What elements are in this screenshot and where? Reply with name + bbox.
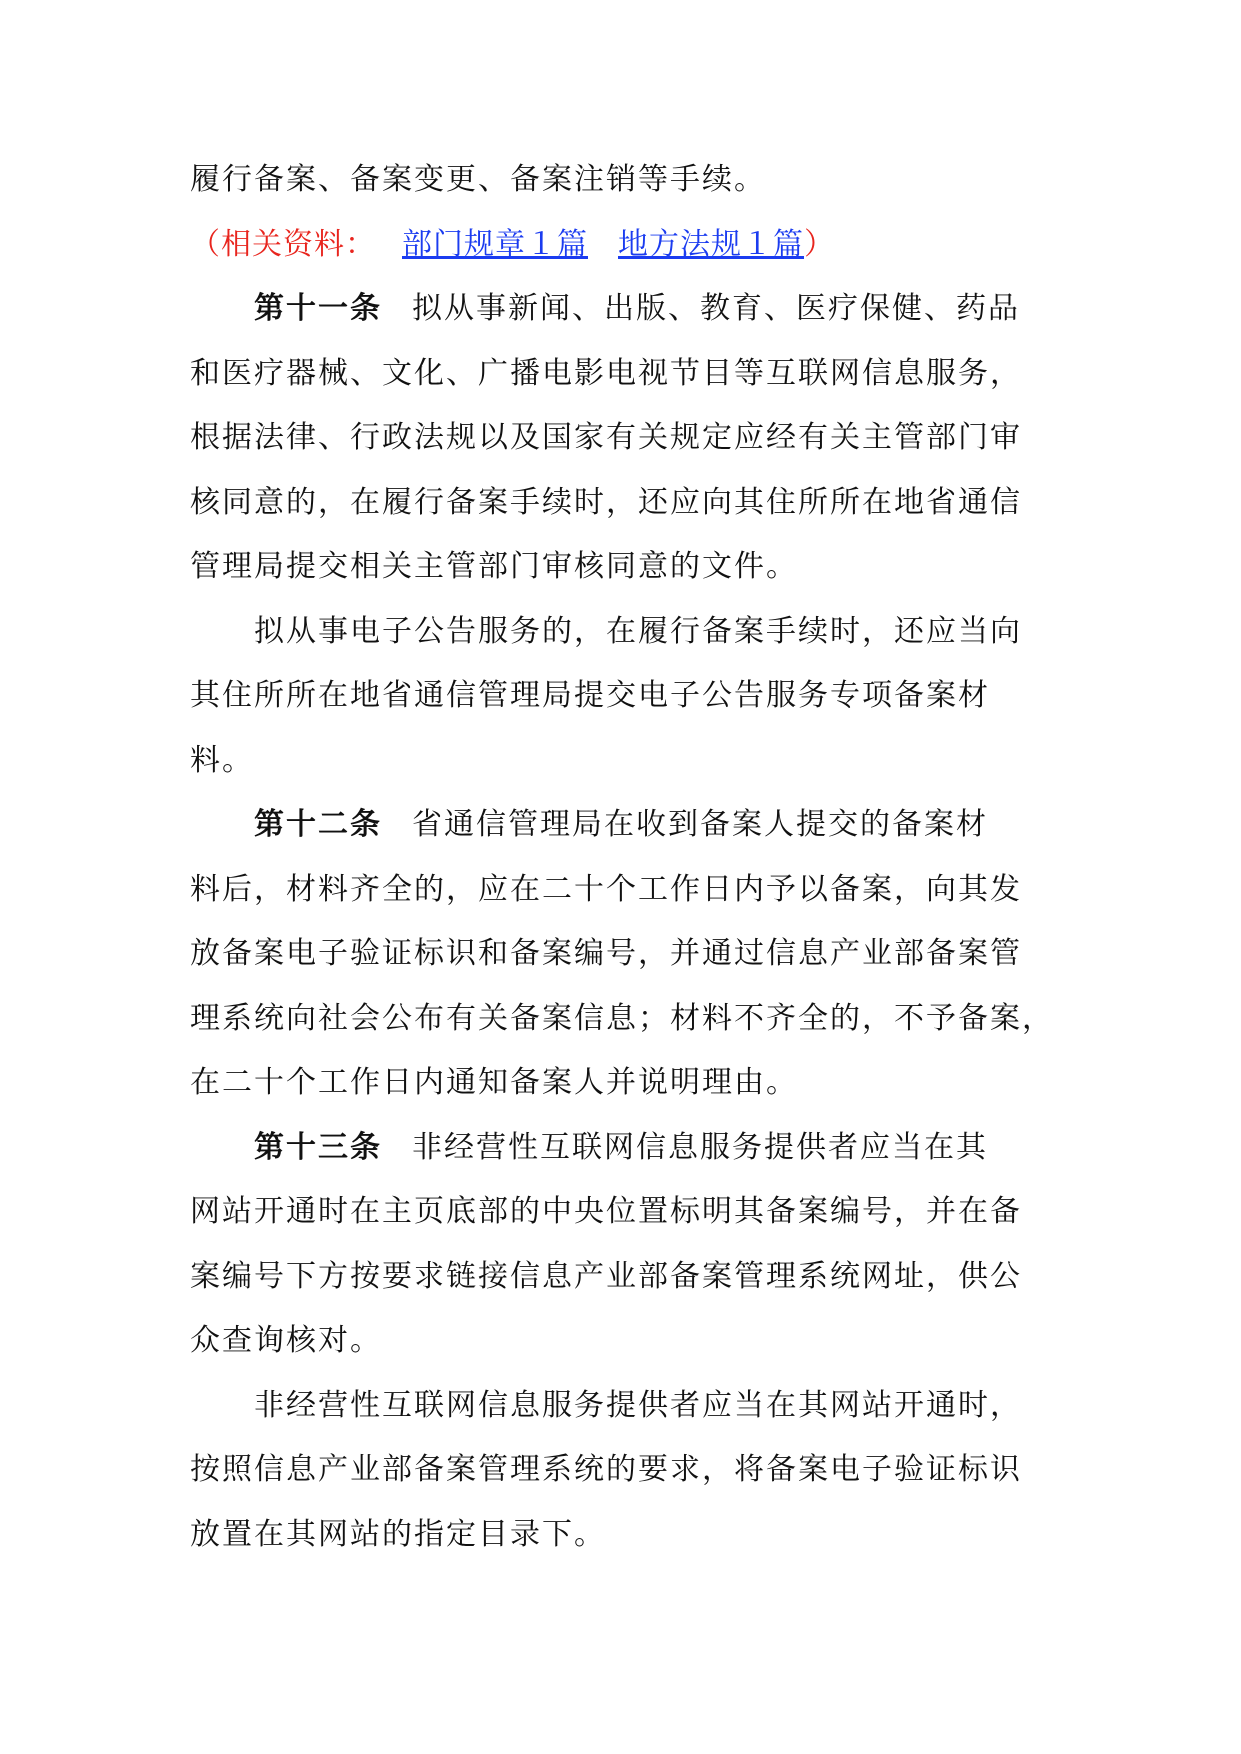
article-12-text: 省通信管理局在收到备案人提交的备案材 — [412, 807, 988, 842]
related-suffix: ） — [804, 226, 835, 262]
related-prefix: （相关资料： — [190, 226, 376, 262]
text-line: 其住所所在地省通信管理局提交电子公告服务专项备案材 — [190, 678, 990, 713]
article-11-first-line — [190, 277, 1054, 342]
text-line: 拟从事电子公告服务的，在履行备案手续时，还应当向 — [254, 613, 1022, 649]
article-13-title: 第十三条 — [254, 1129, 382, 1165]
text-line: 在二十个工作日内通知备案人并说明理由。 — [190, 1065, 798, 1100]
text-line: 根据法律、行政法规以及国家有关规定应经有关主管部门审 — [190, 420, 1022, 455]
text-line: 案编号下方按要求链接信息产业部备案管理系统网址，供公 — [190, 1258, 1022, 1294]
text-line: 和医疗器械、文化、广播电影电视节目等互联网信息服务， — [190, 355, 1022, 391]
text-line: 众查询核对。 — [190, 1323, 382, 1358]
text-line: 非经营性互联网信息服务提供者应当在其网站开通时， — [254, 1387, 1022, 1423]
text-line: 理系统向社会公布有关备案信息；材料不齐全的，不予备案， — [190, 1000, 1054, 1036]
article-12-title: 第十二条 — [254, 807, 382, 842]
article-13-first-line — [190, 1116, 1054, 1181]
article-12-first-line — [190, 793, 1054, 858]
text-line: 网站开通时在主页底部的中央位置标明其备案编号，并在备 — [190, 1194, 1022, 1229]
text-line: 料。 — [190, 742, 254, 778]
text-line: 按照信息产业部备案管理系统的要求，将备案电子验证标识 — [190, 1452, 1022, 1487]
related-link-department-rules[interactable]: 部门规章１篇 — [402, 226, 588, 262]
text-line: 管理局提交相关主管部门审核同意的文件。 — [190, 549, 798, 584]
text-line: 履行备案、备案变更、备案注销等手续。 — [190, 162, 766, 197]
document-body — [190, 148, 1054, 1567]
related-materials — [190, 213, 1054, 278]
text-line: 料后，材料齐全的，应在二十个工作日内予以备案，向其发 — [190, 871, 1022, 907]
related-link-local-regulations[interactable]: 地方法规１篇 — [618, 226, 804, 262]
article-13-text: 非经营性互联网信息服务提供者应当在其 — [412, 1129, 988, 1165]
article-11-text: 拟从事新闻、出版、教育、医疗保健、药品 — [412, 291, 1020, 326]
text-line: 放置在其网站的指定目录下。 — [190, 1516, 606, 1552]
article-11-title: 第十一条 — [254, 291, 382, 326]
text-line: 核同意的，在履行备案手续时，还应向其住所所在地省通信 — [190, 484, 1022, 520]
text-line: 放备案电子验证标识和备案编号，并通过信息产业部备案管 — [190, 936, 1022, 971]
